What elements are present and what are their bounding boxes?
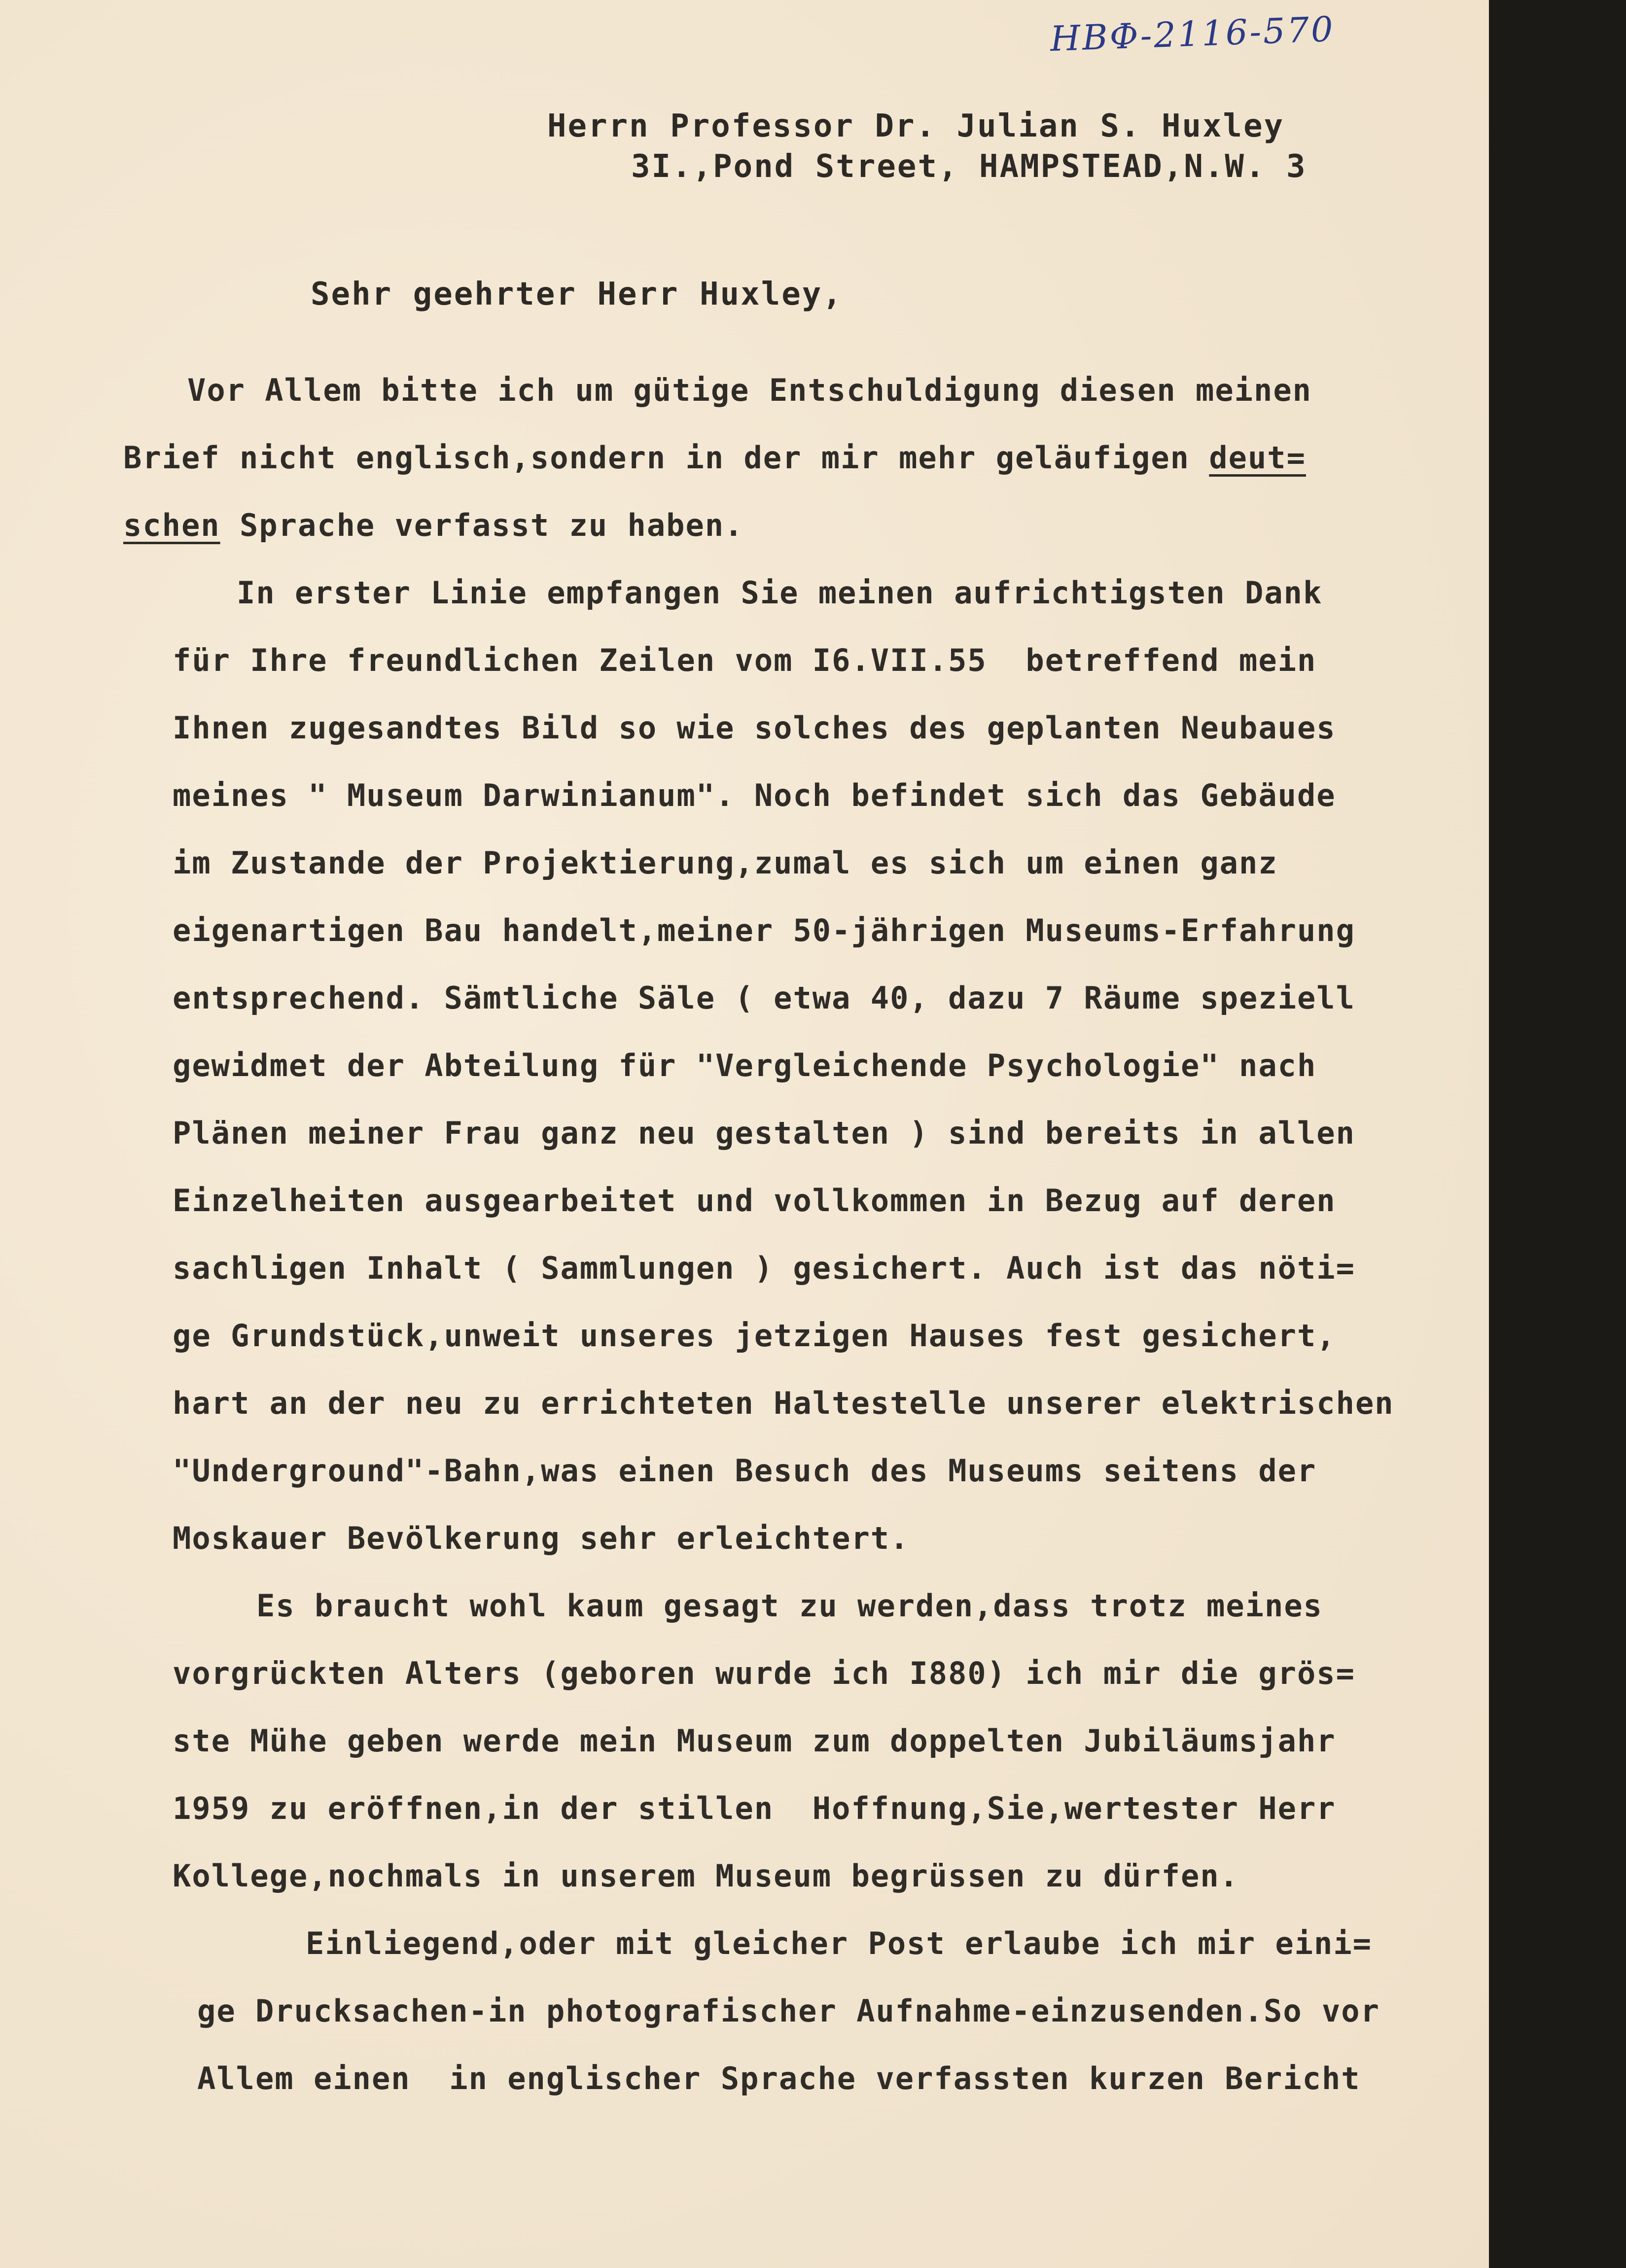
letter-line bbox=[123, 1183, 1489, 1250]
line-text: Moskauer Bevölkerung sehr erleichtert. bbox=[173, 1520, 910, 1556]
letter-line bbox=[123, 1858, 1489, 1925]
letter-line bbox=[123, 1588, 1489, 1655]
line-text: In erster Linie empfangen Sie meinen aufrichtigsten Dank bbox=[237, 575, 1323, 611]
letter-line bbox=[123, 1790, 1489, 1858]
letter-line bbox=[123, 1723, 1489, 1790]
line-text: Sprache verfasst zu haben. bbox=[220, 507, 744, 543]
line-text: 1959 zu eröffnen,in der stillen Hoffnung,Sie,wertester Herr bbox=[173, 1790, 1336, 1826]
letter-body bbox=[123, 372, 1489, 2128]
line-text: Es braucht wohl kaum gesagt zu werden,dass trotz meines bbox=[256, 1588, 1323, 1624]
letter-line bbox=[123, 1925, 1489, 1993]
letter-line bbox=[123, 575, 1489, 642]
letter-line bbox=[123, 440, 1489, 507]
letter-line bbox=[123, 1453, 1489, 1520]
line-text: eigenartigen Bau handelt,meiner 50-jährigen Museums-Erfahrung bbox=[173, 912, 1355, 948]
address-line-1: Herrn Professor Dr. Julian S. Huxley bbox=[547, 108, 1285, 144]
letter-line bbox=[123, 1520, 1489, 1588]
line-text: ste Mühe geben werde mein Museum zum doppelten Jubiläumsjahr bbox=[173, 1723, 1336, 1759]
address-line-2: 3I.,Pond Street, HAMPSTEAD,N.W. 3 bbox=[631, 148, 1307, 185]
letter-line bbox=[123, 2060, 1489, 2128]
line-text: Vor Allem bitte ich um gütige Entschuldigung diesen meinen bbox=[187, 372, 1312, 408]
recipient-address bbox=[547, 106, 1307, 187]
letter-line bbox=[123, 777, 1489, 845]
line-text: vorgrückten Alters (geboren wurde ich I880) ich mir die grös= bbox=[173, 1655, 1355, 1691]
letter-line bbox=[123, 1115, 1489, 1183]
letter-line bbox=[123, 1655, 1489, 1723]
line-text: sachligen Inhalt ( Sammlungen ) gesichert. Auch ist das nöti= bbox=[173, 1250, 1355, 1286]
salutation: Sehr geehrter Herr Huxley, bbox=[311, 276, 843, 313]
line-text: ge Grundstück,unweit unseres jetzigen Hauses fest gesichert, bbox=[173, 1318, 1336, 1354]
line-text: im Zustande der Projektierung,zumal es sich um einen ganz bbox=[173, 845, 1278, 881]
line-text: gewidmet der Abteilung für "Vergleichende Psychologie" nach bbox=[173, 1047, 1317, 1083]
letter-line bbox=[123, 1047, 1489, 1115]
line-text: Ihnen zugesandtes Bild so wie solches des geplanten Neubaues bbox=[173, 710, 1336, 746]
line-text: "Underground"-Bahn,was einen Besuch des Museums seitens der bbox=[173, 1453, 1317, 1489]
letter-line bbox=[123, 980, 1489, 1047]
underlined-text: schen bbox=[123, 507, 220, 543]
line-text: Plänen meiner Frau ganz neu gestalten ) sind bereits in allen bbox=[173, 1115, 1355, 1151]
line-text: Allem einen in englischer Sprache verfassten kurzen Bericht bbox=[197, 2060, 1361, 2096]
letter-line bbox=[123, 710, 1489, 777]
letter-line bbox=[123, 642, 1489, 710]
archive-reference-mark: НВФ-2116-570 bbox=[1049, 8, 1336, 60]
line-text: Einzelheiten ausgearbeitet und vollkommen in Bezug auf deren bbox=[173, 1183, 1336, 1219]
letter-line bbox=[123, 912, 1489, 980]
letter-line bbox=[123, 372, 1489, 440]
letter-line bbox=[123, 1385, 1489, 1453]
line-text: für Ihre freundlichen Zeilen vom I6.VII.55 betreffend mein bbox=[173, 642, 1317, 678]
line-text: hart an der neu zu errichteten Haltestelle unserer elektrischen bbox=[173, 1385, 1394, 1421]
letter-line bbox=[123, 845, 1489, 912]
letter-line bbox=[123, 1318, 1489, 1385]
underlined-text: deut= bbox=[1209, 440, 1306, 476]
line-text: Kollege,nochmals in unserem Museum begrüssen zu dürfen. bbox=[173, 1858, 1239, 1894]
line-text: Brief nicht englisch,sondern in der mir mehr geläufigen bbox=[123, 440, 1209, 476]
letter-line bbox=[123, 507, 1489, 575]
letter-line bbox=[123, 1993, 1489, 2060]
line-text: meines " Museum Darwinianum". Noch befindet sich das Gebäude bbox=[173, 777, 1336, 813]
line-text: Einliegend,oder mit gleicher Post erlaube ich mir eini= bbox=[306, 1925, 1372, 1961]
line-text: entsprechend. Sämtliche Säle ( etwa 40, dazu 7 Räume speziell bbox=[173, 980, 1355, 1016]
letter-line bbox=[123, 1250, 1489, 1318]
line-text: ge Drucksachen-in photografischer Aufnahme-einzusenden.So vor bbox=[197, 1993, 1380, 2029]
